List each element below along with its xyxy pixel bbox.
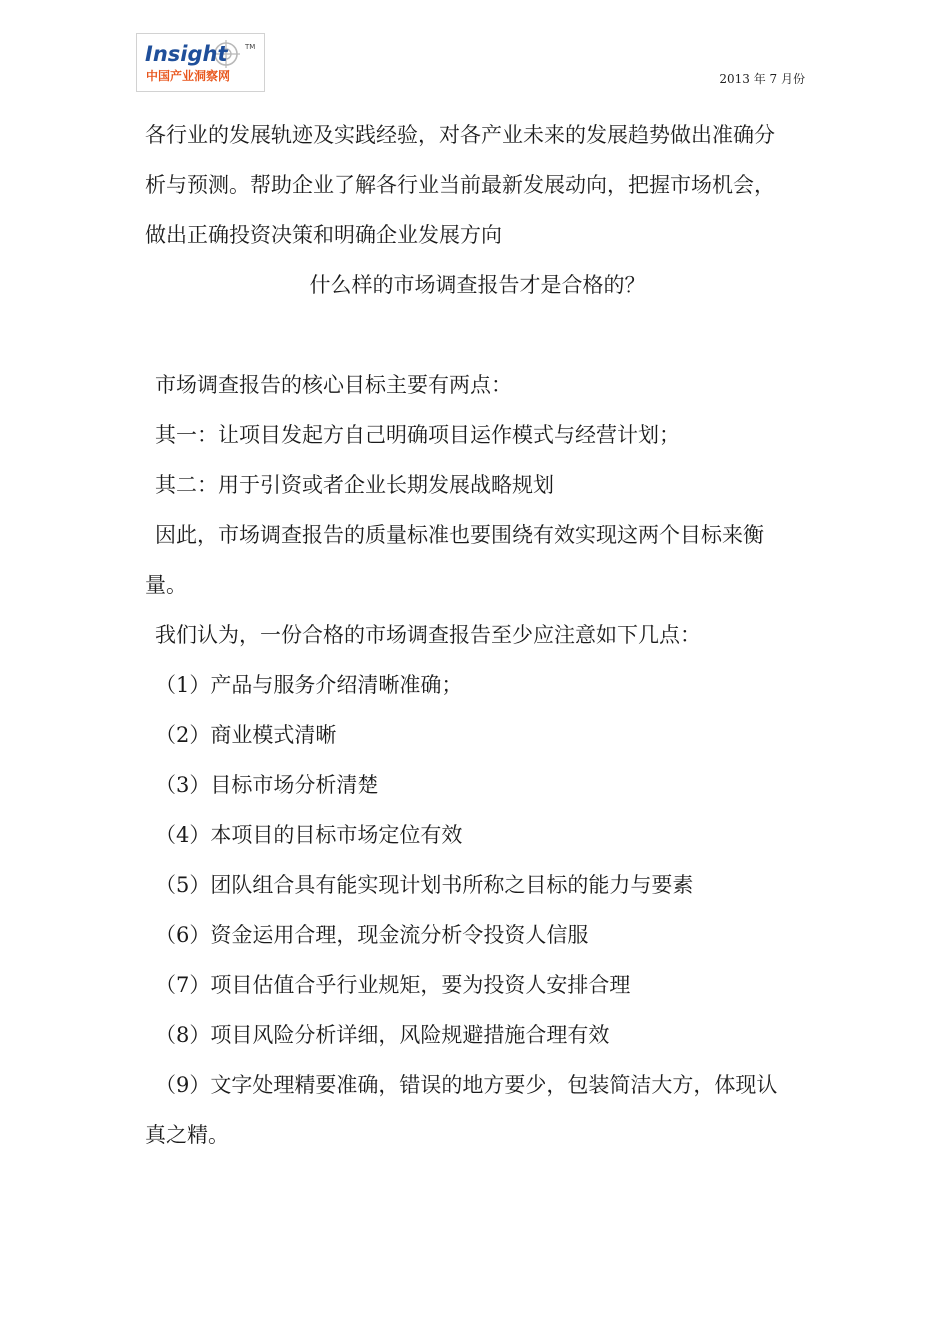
list-item: （2）商业模式清晰 — [155, 723, 337, 747]
insight-logo — [136, 33, 265, 92]
list-item: （8）项目风险分析详细，风险规避措施合理有效 — [155, 1023, 610, 1047]
list-item: （9）文字处理精要准确，错误的地方要少，包装简洁大方，体现认 — [155, 1073, 778, 1097]
quality-standard-line: 因此，市场调查报告的质量标准也要围绕有效实现这两个目标来衡 — [155, 523, 764, 547]
intro-line: 析与预测。帮助企业了解各行业当前最新发展动向，把握市场机会， — [145, 173, 775, 197]
closing-line: 真之精。 — [145, 1123, 229, 1147]
intro-line: 做出正确投资决策和明确企业发展方向 — [145, 223, 502, 247]
quality-standard-line: 量。 — [145, 573, 187, 597]
core-goal-line: 其二：用于引资或者企业长期发展战略规划 — [155, 473, 554, 497]
list-item: （4）本项目的目标市场定位有效 — [155, 823, 463, 847]
document-body — [145, 110, 810, 1160]
list-item: （6）资金运用合理，现金流分析令投资人信服 — [155, 923, 589, 947]
logo-subtitle: 中国产业洞察网 — [146, 69, 231, 83]
logo-trademark: TM — [245, 43, 256, 51]
list-item: （1）产品与服务介绍清晰准确； — [155, 673, 463, 697]
list-item: （7）项目估值合乎行业规矩，要为投资人安排合理 — [155, 973, 631, 997]
page-header — [0, 0, 950, 110]
core-goal-line: 其一：让项目发起方自己明确项目运作模式与经营计划； — [155, 423, 680, 447]
list-item: （5）团队组合具有能实现计划书所称之目标的能力与要素 — [155, 873, 694, 897]
intro-line: 各行业的发展轨迹及实践经验，对各产业未来的发展趋势做出准确分 — [145, 123, 775, 147]
logo-wordmark: Insight — [145, 42, 228, 66]
blank-line — [145, 310, 810, 360]
points-intro: 我们认为，一份合格的市场调查报告至少应注意如下几点： — [155, 623, 701, 647]
header-date: 2013 年 7 月份 — [719, 72, 805, 86]
section-heading: 什么样的市场调查报告才是合格的？ — [309, 273, 646, 297]
core-goal-line: 市场调查报告的核心目标主要有两点： — [155, 373, 512, 397]
list-item: （3）目标市场分析清楚 — [155, 773, 379, 797]
